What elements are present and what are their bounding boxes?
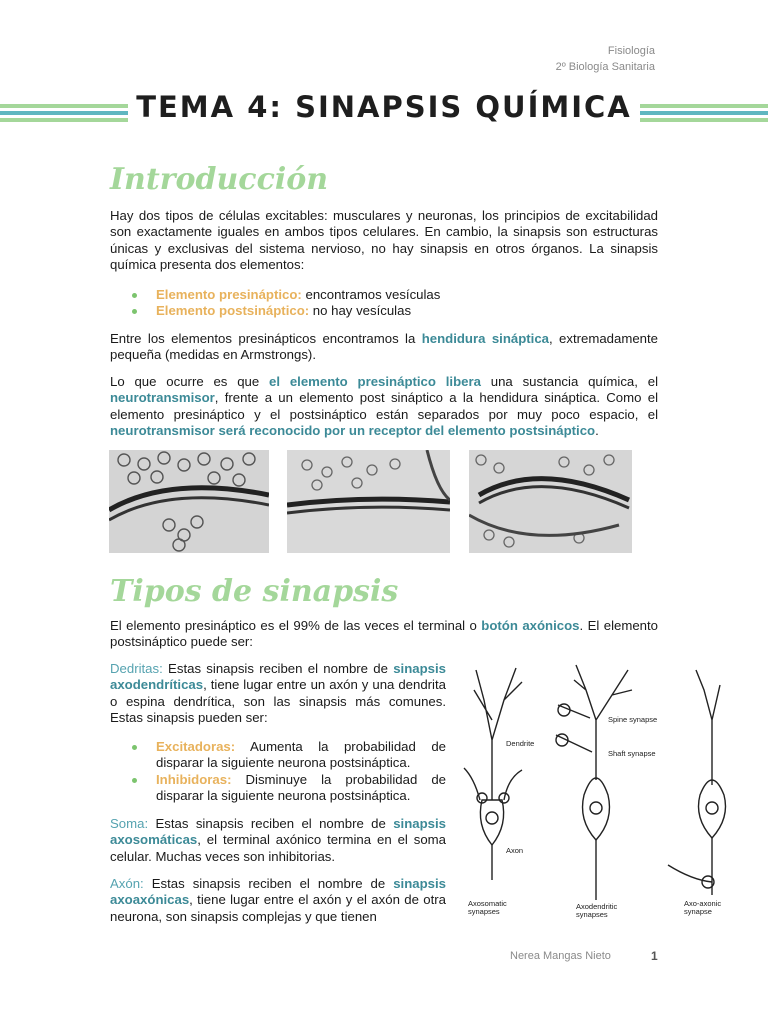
heading-introduccion: Introducción	[110, 162, 329, 197]
bullet-term: Inhibidoras:	[156, 771, 232, 787]
micrograph-3	[469, 450, 632, 553]
title-wrap	[0, 90, 768, 124]
bullet-text: Disminuye la probabilidad de disparar la siguiente neurona postsináptica.	[156, 771, 446, 804]
bullet-excitadoras	[130, 739, 446, 772]
highlight: sinapsis axodendríticas	[110, 661, 446, 693]
highlight-boton-axonicos: botón axónicos	[481, 618, 580, 633]
bullet-term: Elemento postsináptico:	[156, 303, 310, 319]
intro-bullets	[130, 287, 440, 320]
text: , extremadamente pequeña (medidas en Armstrongs).	[110, 331, 659, 363]
text: Estas sinapsis reciben el nombre de	[143, 876, 394, 891]
text: El elemento presináptico es el 99% de las veces el terminal o	[110, 618, 482, 633]
bullet-text: Aumenta la probabilidad de disparar la siguiente neurona postsináptica.	[156, 739, 446, 771]
highlight: neurotransmisor será reconocido por un receptor del elemento postsináptico	[110, 423, 596, 439]
header-course: 2º Biología Sanitaria	[555, 61, 655, 73]
bullet-text: no hay vesículas	[309, 303, 412, 319]
label-dendrite: Dendrite	[506, 739, 535, 748]
highlight: sinapsis axosomáticas	[110, 816, 446, 848]
footer-author: Nerea Mangas Nieto	[510, 950, 611, 962]
page-header	[556, 43, 655, 75]
highlight-hendidura: hendidura sináptica	[421, 331, 549, 346]
text: , tiene lugar entre un axón y una dendrita o espina dendrítica, son las sinapsis más comunes. Estas sinapsis pueden ser:	[110, 677, 446, 726]
dendritas-bullets	[130, 739, 446, 805]
page-number: 1	[651, 949, 658, 963]
paragraph-soma	[110, 816, 446, 865]
bullet-text: encontramos vesículas	[301, 287, 441, 302]
text: Entre los elementos presinápticos encontramos la	[110, 331, 422, 346]
text: Estas sinapsis reciben el nombre de	[148, 816, 394, 831]
label-shaft-synapse: Shaft synapse	[608, 749, 656, 758]
label-axon: Axon	[506, 846, 524, 855]
heading-tipos-de-sinapsis: Tipos de sinapsis	[110, 574, 399, 609]
synapse-types-diagram	[456, 660, 732, 924]
highlight: neurotransmisor	[110, 390, 215, 406]
paragraph-axon	[110, 876, 446, 925]
tipos-paragraph-1	[110, 618, 658, 651]
term-soma: Soma:	[110, 816, 149, 831]
label-spine-synapse: Spine synapse	[608, 715, 658, 724]
micrograph-1	[109, 450, 269, 553]
label-axodendritic: Axodendritic synapses	[576, 902, 618, 919]
page-title: TEMA 4: SINAPSIS QUÍMICA	[128, 90, 640, 124]
highlight: sinapsis axoaxónicas	[110, 876, 446, 908]
text: una sustancia química, el	[480, 374, 659, 389]
highlight: el elemento presináptico libera	[269, 374, 481, 389]
bullet-term: Excitadoras:	[156, 739, 236, 754]
intro-paragraph-1: Hay dos tipos de células excitables: musculares y neuronas, los principios de excitabilidad son exactamente iguales en ambos tipos celulares. En cambio, la sinapsis son estructuras únicas y exclusivas del sistema nervioso, no hay sinapsis en otros órganos. La sinapsis química presenta dos elementos:	[110, 208, 658, 273]
text: , frente a un elemento post sináptico a la hendidura sináptica. Como el elemento presináptico y el postsináptico están separados por muy poco espacio, el	[110, 390, 658, 422]
term-axon: Axón:	[110, 876, 144, 891]
text: , tiene lugar entre el axón y el axón de otra neurona, son sinapsis complejas y que tienen	[110, 892, 446, 924]
neuron-drawing	[456, 660, 732, 924]
intro-paragraph-2	[110, 331, 658, 364]
bullet-postsinaptico	[130, 303, 440, 319]
text: Lo que ocurre es que	[110, 374, 270, 389]
micrograph-2	[287, 450, 450, 553]
bullet-presinaptico	[130, 287, 440, 303]
text: .	[595, 423, 599, 439]
term-dendritas: Dedritas:	[110, 661, 163, 676]
intro-paragraph-3	[110, 374, 658, 440]
header-subject: Fisiología	[607, 45, 655, 57]
paragraph-dendritas	[110, 661, 446, 727]
bullet-term: Elemento presináptico:	[156, 287, 302, 302]
text: Estas sinapsis reciben el nombre de	[162, 661, 394, 676]
bullet-inhibidoras	[130, 772, 446, 805]
label-axoaxonic: Axo-axonic synapse	[684, 899, 722, 916]
label-axosomatic: Axosomatic synapses	[468, 899, 507, 916]
text: , el terminal axónico termina en el soma celular. Muchas veces son inhibitorias.	[110, 832, 446, 864]
text: . El elemento postsináptico puede ser:	[110, 618, 658, 650]
